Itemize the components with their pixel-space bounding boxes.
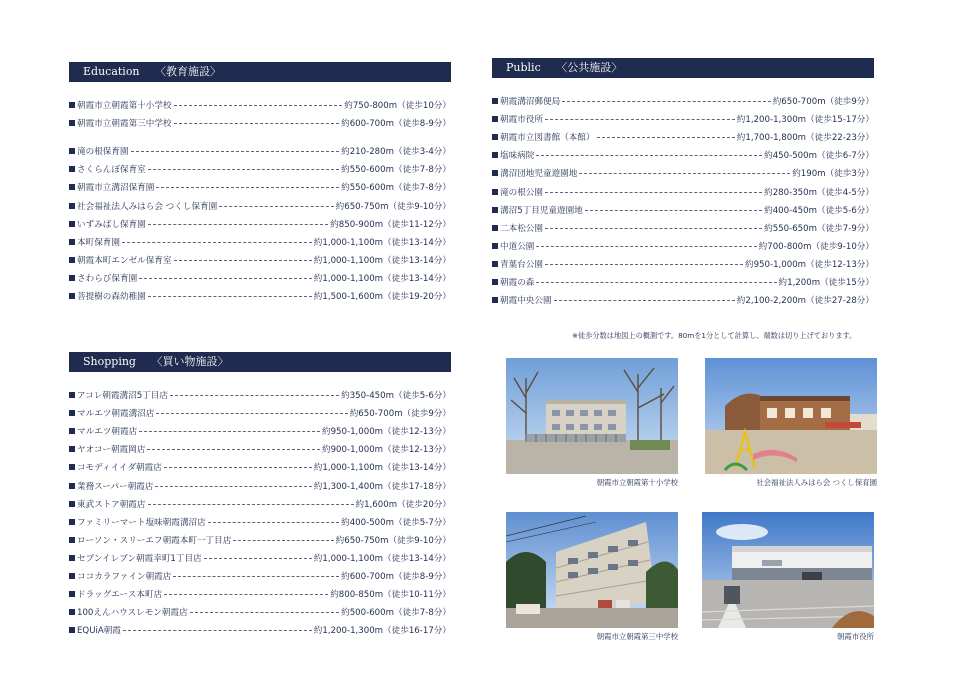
facility-distance: 約750-800m（徒歩10分） bbox=[344, 101, 451, 112]
leader-line bbox=[233, 539, 333, 541]
facility-distance: 約1,300-1,400m（徒歩17-18分） bbox=[313, 481, 451, 492]
facility-name: ローソン・スリーエフ朝霞本町一丁目店 bbox=[77, 535, 232, 546]
list-item bbox=[69, 233, 451, 251]
list-item bbox=[69, 178, 451, 196]
list-item bbox=[69, 422, 451, 440]
facility-distance: 約1,500-1,600m（徒歩19-20分） bbox=[313, 291, 451, 302]
facility-distance: 約1,200m（徒歩15分） bbox=[778, 277, 874, 288]
bullet-square-icon bbox=[69, 501, 75, 507]
bullet-square-icon bbox=[492, 207, 498, 213]
facility-name: 朝霞市立図書館（本館） bbox=[500, 133, 595, 144]
facility-name: 菩提樹の森幼稚園 bbox=[77, 291, 146, 302]
bullet-square-icon bbox=[69, 275, 75, 281]
leader-line bbox=[122, 241, 312, 243]
leader-line bbox=[164, 466, 312, 468]
facility-distance: 約550-600m（徒歩7-8分） bbox=[341, 165, 451, 176]
bullet-square-icon bbox=[492, 189, 498, 195]
bullet-square-icon bbox=[492, 243, 498, 249]
leader-line bbox=[174, 122, 340, 124]
bullet-square-icon bbox=[69, 239, 75, 245]
leader-line bbox=[156, 412, 347, 414]
list-item bbox=[69, 269, 451, 287]
leader-line bbox=[545, 191, 762, 193]
list-item bbox=[69, 567, 451, 585]
bullet-square-icon bbox=[492, 297, 498, 303]
list-item bbox=[69, 476, 451, 494]
shopping-list bbox=[69, 386, 451, 639]
list-item bbox=[492, 146, 874, 164]
public-title-en: Public bbox=[506, 61, 541, 74]
list-item bbox=[69, 287, 451, 305]
facility-name: セブンイレブン朝霞幸町1丁目店 bbox=[77, 553, 202, 564]
list-item bbox=[492, 182, 874, 200]
leader-line bbox=[139, 277, 312, 279]
facility-name: さくらんぼ保育室 bbox=[77, 165, 146, 176]
facility-name: 朝霞市立朝霞第三中学校 bbox=[77, 119, 172, 130]
leader-line bbox=[190, 611, 339, 613]
leader-line bbox=[131, 150, 340, 152]
facility-distance: 約650-700m（徒歩9分） bbox=[349, 409, 451, 420]
public-title-jp: 〈公共施設〉 bbox=[556, 61, 623, 74]
facility-distance: 約1,200-1,300m（徒歩16-17分） bbox=[313, 626, 451, 637]
bullet-square-icon bbox=[492, 116, 498, 122]
facility-distance: 約1,000-1,100m（徒歩13-14分） bbox=[313, 553, 451, 564]
facility-name: コモディイイダ朝霞店 bbox=[77, 463, 162, 474]
facility-name: 東武ストア朝霞店 bbox=[77, 499, 146, 510]
leader-line bbox=[170, 394, 339, 396]
facility-distance: 約600-700m（徒歩8-9分） bbox=[341, 119, 451, 130]
education-list bbox=[69, 96, 451, 305]
leader-line bbox=[147, 448, 320, 450]
bullet-square-icon bbox=[69, 293, 75, 299]
list-item bbox=[69, 142, 451, 160]
facility-name: 本町保育園 bbox=[77, 237, 120, 248]
bullet-square-icon bbox=[69, 410, 75, 416]
shopping-title-en: Shopping bbox=[83, 355, 136, 368]
list-item bbox=[69, 549, 451, 567]
shopping-title-jp: 〈買い物施設〉 bbox=[151, 355, 229, 368]
caption-city-hall: 朝霞市役所 bbox=[837, 632, 874, 641]
bullet-square-icon bbox=[492, 225, 498, 231]
leader-line bbox=[204, 557, 312, 559]
leader-line bbox=[545, 263, 743, 265]
leader-line bbox=[123, 629, 312, 631]
list-item bbox=[69, 621, 451, 639]
bullet-square-icon bbox=[69, 257, 75, 263]
facility-distance: 約190m（徒歩3分） bbox=[792, 169, 874, 180]
facility-name: 朝霞市立朝霞第十小学校 bbox=[77, 101, 172, 112]
leader-line bbox=[208, 521, 339, 523]
leader-line bbox=[139, 430, 320, 432]
photo-elementary-school bbox=[506, 358, 678, 474]
facility-distance: 約950-1,000m（徒歩12-13分） bbox=[321, 427, 451, 438]
list-item bbox=[492, 128, 874, 146]
leader-line bbox=[585, 209, 762, 211]
list-item bbox=[69, 603, 451, 621]
facility-distance: 約280-350m（徒歩4-5分） bbox=[764, 187, 874, 198]
photo-nursery bbox=[705, 358, 877, 474]
leader-line bbox=[148, 503, 354, 505]
facility-distance: 約900-1,000m（徒歩12-13分） bbox=[321, 445, 451, 456]
facility-distance: 約1,200-1,300m（徒歩15-17分） bbox=[736, 115, 874, 126]
facility-distance: 約950-1,000m（徒歩12-13分） bbox=[744, 259, 874, 270]
facility-name: マルエツ朝霞溝沼店 bbox=[77, 409, 155, 420]
list-item bbox=[492, 219, 874, 237]
bullet-square-icon bbox=[69, 537, 75, 543]
bullet-square-icon bbox=[69, 483, 75, 489]
leader-line bbox=[173, 575, 339, 577]
facility-name: さわらび保育園 bbox=[77, 273, 138, 284]
facility-name: 滝の根公園 bbox=[500, 187, 543, 198]
public-header bbox=[492, 58, 874, 78]
bullet-square-icon bbox=[492, 170, 498, 176]
education-title-jp: 〈教育施設〉 bbox=[155, 65, 222, 78]
facility-name: 塩味病院 bbox=[500, 151, 535, 162]
facility-name: 青葉台公園 bbox=[500, 259, 543, 270]
list-item bbox=[69, 440, 451, 458]
walking-time-note: ※徒歩分数は地図上の概測です。80mを1分として計算し、端数は切り上げております。 bbox=[572, 331, 857, 340]
facility-distance: 約2,100-2,200m（徒歩27-28分） bbox=[736, 296, 874, 307]
bullet-square-icon bbox=[69, 148, 75, 154]
photo-junior-high-school bbox=[506, 512, 678, 628]
bullet-square-icon bbox=[69, 203, 75, 209]
list-item bbox=[492, 291, 874, 309]
facility-distance: 約850-900m（徒歩11-12分） bbox=[330, 219, 451, 230]
leader-line bbox=[554, 299, 735, 301]
list-item bbox=[69, 96, 451, 114]
facility-distance: 約500-600m（徒歩7-8分） bbox=[341, 608, 451, 619]
bullet-square-icon bbox=[69, 627, 75, 633]
caption-nursery: 社会福祉法人みはら会 つくし保育園 bbox=[756, 478, 877, 487]
bullet-square-icon bbox=[69, 555, 75, 561]
leader-line bbox=[545, 227, 762, 229]
caption-elementary-school: 朝霞市立朝霞第十小学校 bbox=[596, 478, 678, 487]
bullet-square-icon bbox=[492, 279, 498, 285]
bullet-square-icon bbox=[69, 591, 75, 597]
facility-name: 朝霞市役所 bbox=[500, 115, 543, 126]
leader-line bbox=[148, 223, 328, 225]
facility-name: 溝沼5丁目児童遊園地 bbox=[500, 205, 583, 216]
facility-distance: 約1,000-1,100m（徒歩13-14分） bbox=[313, 463, 451, 474]
bullet-square-icon bbox=[492, 134, 498, 140]
education-section bbox=[69, 62, 451, 305]
bullet-square-icon bbox=[69, 120, 75, 126]
list-item bbox=[69, 386, 451, 404]
list-item bbox=[69, 160, 451, 178]
facility-name: 100えんハウスレモン朝霞店 bbox=[77, 608, 188, 619]
bullet-square-icon bbox=[492, 261, 498, 267]
facility-distance: 約550-650m（徒歩7-9分） bbox=[764, 223, 874, 234]
facility-distance: 約600-700m（徒歩8-9分） bbox=[341, 571, 451, 582]
leader-line bbox=[148, 295, 312, 297]
facility-distance: 約350-450m（徒歩5-6分） bbox=[341, 391, 451, 402]
facility-distance: 約800-850m（徒歩10-11分） bbox=[330, 590, 451, 601]
facility-name: 業務スーパー朝霞店 bbox=[77, 481, 154, 492]
caption-junior-high-school: 朝霞市立朝霞第三中学校 bbox=[596, 632, 678, 641]
facility-distance: 約650-700m（徒歩9分） bbox=[772, 97, 874, 108]
facility-distance: 約650-750m（徒歩9-10分） bbox=[335, 535, 451, 546]
leader-line bbox=[155, 485, 311, 487]
facility-name: 二本松公園 bbox=[500, 223, 543, 234]
shopping-section bbox=[69, 352, 451, 639]
facility-name: マルエツ朝霞店 bbox=[77, 427, 138, 438]
facility-distance: 約700-800m（徒歩9-10分） bbox=[758, 241, 874, 252]
facility-name: 滝の根保育園 bbox=[77, 147, 129, 158]
bullet-square-icon bbox=[69, 184, 75, 190]
public-list bbox=[492, 92, 874, 309]
facility-name: 朝霞本町エンゼル保育室 bbox=[77, 255, 172, 266]
education-header bbox=[69, 62, 451, 82]
leader-line bbox=[536, 154, 762, 156]
list-item bbox=[69, 495, 451, 513]
facility-name: 溝沼団地児童遊園地 bbox=[500, 169, 578, 180]
education-title-en: Education bbox=[83, 65, 140, 78]
leader-line bbox=[536, 245, 756, 247]
list-item bbox=[69, 114, 451, 132]
facility-name: 朝霞中央公園 bbox=[500, 296, 552, 307]
list-item bbox=[492, 164, 874, 182]
facility-distance: 約1,700-1,800m（徒歩22-23分） bbox=[736, 133, 874, 144]
facility-distance: 約650-750m（徒歩9-10分） bbox=[335, 201, 451, 212]
facility-distance: 約400-500m（徒歩5-7分） bbox=[341, 517, 451, 528]
facility-name: ココカラファイン朝霞店 bbox=[77, 571, 172, 582]
facility-name: アコレ朝霞溝沼5丁目店 bbox=[77, 391, 168, 402]
list-item bbox=[69, 513, 451, 531]
bullet-square-icon bbox=[69, 166, 75, 172]
facility-name: EQUiA朝霞 bbox=[77, 626, 121, 637]
list-item bbox=[492, 110, 874, 128]
list-item bbox=[69, 531, 451, 549]
leader-line bbox=[562, 100, 771, 102]
leader-line bbox=[219, 205, 333, 207]
leader-line bbox=[164, 593, 328, 595]
facility-distance: 約550-600m（徒歩7-8分） bbox=[341, 183, 451, 194]
leader-line bbox=[536, 281, 776, 283]
leader-line bbox=[579, 172, 790, 174]
bullet-square-icon bbox=[69, 446, 75, 452]
bullet-square-icon bbox=[69, 573, 75, 579]
list-item bbox=[69, 215, 451, 233]
bullet-square-icon bbox=[69, 428, 75, 434]
facility-name: 朝霞市立溝沼保育園 bbox=[77, 183, 155, 194]
bullet-square-icon bbox=[492, 152, 498, 158]
list-item bbox=[69, 196, 451, 214]
facility-name: ヤオコー朝霞岡店 bbox=[77, 445, 146, 456]
bullet-square-icon bbox=[69, 102, 75, 108]
list-item bbox=[492, 273, 874, 291]
facility-distance: 約210-280m（徒歩3-4分） bbox=[341, 147, 451, 158]
facility-distance: 約450-500m（徒歩6-7分） bbox=[764, 151, 874, 162]
leader-line bbox=[148, 168, 339, 170]
facility-name: 社会福祉法人みはら会 つくし保育園 bbox=[77, 201, 218, 212]
bullet-square-icon bbox=[69, 519, 75, 525]
facility-distance: 約1,000-1,100m（徒歩13-14分） bbox=[313, 237, 451, 248]
facility-distance: 約1,000-1,100m（徒歩13-14分） bbox=[313, 255, 451, 266]
facility-distance: 約400-450m（徒歩5-6分） bbox=[764, 205, 874, 216]
facility-name: いずみばし保育園 bbox=[77, 219, 146, 230]
leader-line bbox=[174, 104, 343, 106]
list-item bbox=[492, 255, 874, 273]
shopping-header bbox=[69, 352, 451, 372]
facility-distance: 約1,000-1,100m（徒歩13-14分） bbox=[313, 273, 451, 284]
public-section bbox=[492, 58, 874, 309]
bullet-square-icon bbox=[69, 392, 75, 398]
list-item bbox=[69, 404, 451, 422]
leader-line bbox=[156, 186, 339, 188]
bullet-square-icon bbox=[69, 609, 75, 615]
bullet-square-icon bbox=[69, 221, 75, 227]
leader-line bbox=[174, 259, 312, 261]
list-item bbox=[69, 458, 451, 476]
leader-line bbox=[597, 136, 735, 138]
facility-distance: 約1,600m（徒歩20分） bbox=[355, 499, 451, 510]
list-item bbox=[492, 201, 874, 219]
list-item bbox=[69, 585, 451, 603]
facility-name: ドラッグエース本町店 bbox=[77, 590, 163, 601]
bullet-square-icon bbox=[69, 464, 75, 470]
photo-city-hall bbox=[702, 512, 874, 628]
bullet-square-icon bbox=[492, 98, 498, 104]
leader-line bbox=[545, 118, 735, 120]
list-item bbox=[69, 251, 451, 269]
facility-name: ファミリーマート塩味朝霞溝沼店 bbox=[77, 517, 206, 528]
list-item bbox=[492, 92, 874, 110]
facility-name: 中道公園 bbox=[500, 241, 535, 252]
facility-name: 朝霞の森 bbox=[500, 277, 535, 288]
facility-name: 朝霞溝沼郵便局 bbox=[500, 97, 561, 108]
list-item bbox=[492, 237, 874, 255]
